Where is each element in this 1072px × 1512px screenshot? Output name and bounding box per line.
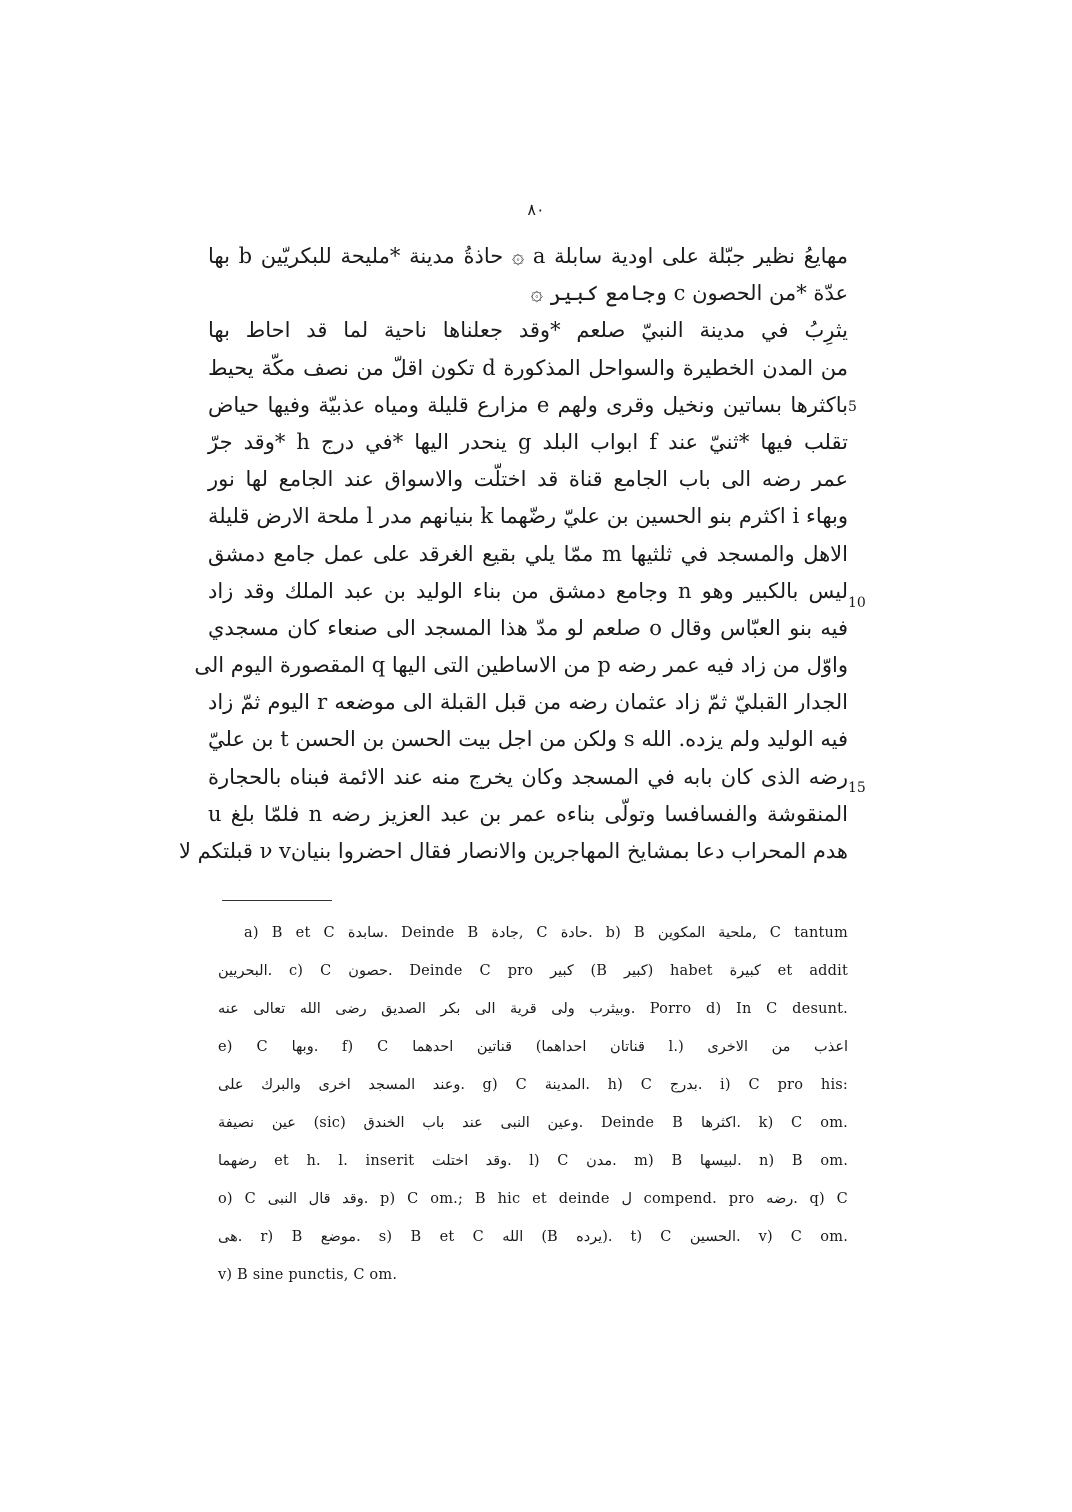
text-line: يثرِبُ في مدينة النبيّ صلعم *وقد جعلناها ناحية لما قد احاط بها <box>208 318 848 343</box>
footnote-line: رضهما et h. l. inserit وقد اختلت. l) C مدن. m) B لبيسها. n) B om. <box>218 1153 849 1169</box>
footnote-line: a) B et C سابدة. Deinde B جادة, C حادة. b) B ملحية المكوين, C tantum <box>244 925 848 941</box>
text-line: تقلب فيها *ثنيّ عند f ابواب البلد g ينحدر اليها *في درج h *وقد جرّ <box>208 429 848 454</box>
text-line: الاهل والمسجد في ثلثيها m ممّا يلي بقيع الغرقد على عمل جامع دمشق <box>208 541 848 566</box>
text-line: مهايعُ نظير جبّلة على اودية سابلة a ۞ حاذةُ مدينة *مليحة للبكريّين b بها <box>208 244 848 268</box>
footnote-line: البحريين. c) C حصون. Deinde C pro كبير (B كبير) habet كبيرة et addit <box>218 963 849 979</box>
text-line: فيه الوليد ولم يزده. الله s ولكن من اجل بيت الحسن بن الحسن t بن عليّ <box>208 727 849 752</box>
footnote-line: هى. r) B موضع. s) B et C الله (B يرده). t) C الحسين. v) C om. <box>218 1229 849 1245</box>
text-line: واوّل من زاد فيه عمر رضه p من الاساطين التى اليها q المقصورة اليوم الى <box>194 653 848 678</box>
footnote-line: v) B sine punctis, C om. <box>218 1267 398 1283</box>
text-line: الجدار القبليّ ثمّ زاد عثمان رضه من قبل القبلة الى موضعه r اليوم ثمّ زاد <box>208 690 848 715</box>
text-line: فيه بنو العبّاس وقال o صلعم لو مدّ هذا المسجد الى صنعاء كان مسجدي <box>208 615 849 640</box>
text-line: رضه الذى كان بابه في المسجد وكان يخرج منه عند الائمة فبناه بالحجارة <box>208 764 848 789</box>
footnote-line: وعند المسجد اخرى والبرك على. g) C المدينة. h) C بدرج. i) C pro his: <box>218 1077 849 1093</box>
footnotes-block <box>218 914 848 1294</box>
line-number: 5 <box>848 399 857 415</box>
line-number: 15 <box>848 780 866 796</box>
footnote-line: e) C وبها. f) C قناتين احدهما (قناتان احداهما l.) اعذب من الاخرى <box>218 1039 848 1055</box>
footnote-divider <box>222 900 332 901</box>
text-line: المنقوشة والفسافسا وتولّى بناءه عمر بن عبد العزيز رضه n فلمّا بلغ u <box>208 801 849 826</box>
main-text-block <box>179 238 849 870</box>
footnote-line: o) C وقد قال النبى. p) C om.; B hic et deinde ل compend. pro رضه. q) C <box>218 1191 848 1207</box>
page-number: ٨٠ <box>527 200 545 219</box>
text-line: من المدن الخطيرة والسواحل المذكورة d تكون اقلّ من نصف مكّة يحيط <box>208 355 848 380</box>
footnote-line: عين نصيفة (sic) وعين النبى عند باب الخندق. Deinde B اكثرها. k) C om. <box>218 1115 848 1131</box>
text-line: هدم المحراب دعا بمشايخ المهاجرين والانصار فقال احضروا بنيانν v قبلتكم لا <box>179 839 848 863</box>
footnote-line: وبيثرب ولى قرية الى بكر الصديق رضى الله تعالى عنه. Porro d) In C desunt. <box>218 1001 848 1017</box>
text-line: ليس بالكبير وهو n وجامع دمشق من بناء الوليد بن عبد الملك وقد زاد <box>208 578 848 603</box>
text-line: عدّة *من الحصون c وجامع كبير ۞ <box>530 281 848 306</box>
text-line: باكثرها بساتين ونخيل وقرى ولهم e مزارع قليلة ومياه عذبيّة وفيها حياض <box>208 392 848 417</box>
text-line: عمر رضه الى باب الجامع قناة قد اختلّت والاسواق عند الجامع لها نور <box>208 467 848 492</box>
text-line: وبهاء i اكثرم بنو الحسين بن عليّ رضّهما k بنيانهم مدر l ملحة الارض قليلة <box>208 504 848 529</box>
line-number: 10 <box>848 595 866 611</box>
